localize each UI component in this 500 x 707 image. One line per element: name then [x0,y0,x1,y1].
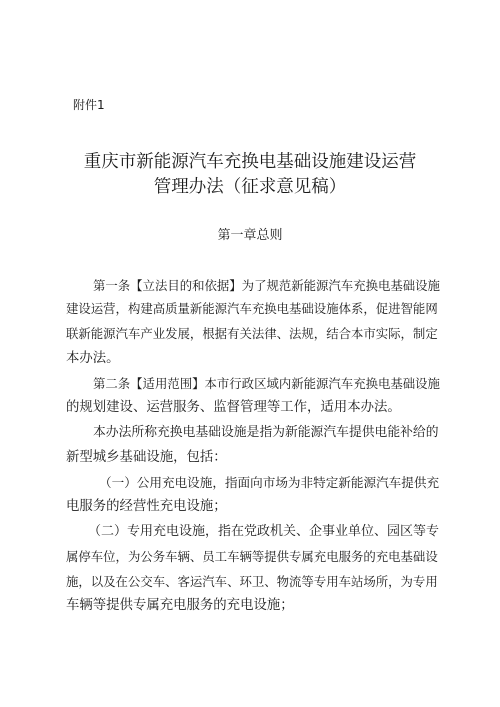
document-title-line-1: 重庆市新能源汽车充换电基础设施建设运营 [83,152,417,172]
body-line: 车辆等提供专属充电服务的充电设施； [66,598,294,613]
attachment-label: 附件1 [73,98,105,112]
chapter-heading: 第一章总则 [217,228,283,243]
body-line: 电服务的经营性充电设施； [66,499,227,514]
body-line-article-2-start: 第二条【适用范围】本市行政区域内新能源汽车充换电基础设施 [93,376,440,391]
body-line-item-1-start: （一）公用充电设施，指面向市场为非特定新能源汽车提供充 [99,475,440,490]
body-line: 施，以及在公交车、客运汽车、环卫、物流等专用车站场所，为专用 [66,574,438,589]
document-title-line-2: 管理办法（征求意见稿） [153,177,347,197]
body-line-article-1-start: 第一条【立法目的和依据】为了规范新能源汽车充换电基础设施 [93,278,440,293]
body-line: 建设运营，构建高质量新能源汽车充换电基础设施体系，促进智能网 [66,301,438,316]
body-line-item-2-start: （二）专用充电设施，指在党政机关、企事业单位、园区等专 [88,524,440,539]
body-line-definition-start: 本办法所称充换电基础设施是指为新能源汽车提供电能补给的 [93,425,439,440]
body-line: 的规划建设、运营服务、监督管理等工作，适用本办法。 [66,400,401,415]
body-line: 联新能源汽车产业发展，根据有关法律、法规，结合本市实际，制定 [66,326,438,341]
body-line: 属停车位，为公务车辆、员工车辆等提供专属充电服务的充电基础设 [66,549,438,564]
body-line: 本办法。 [66,351,120,366]
body-line: 新型城乡基础设施，包括： [66,450,227,465]
